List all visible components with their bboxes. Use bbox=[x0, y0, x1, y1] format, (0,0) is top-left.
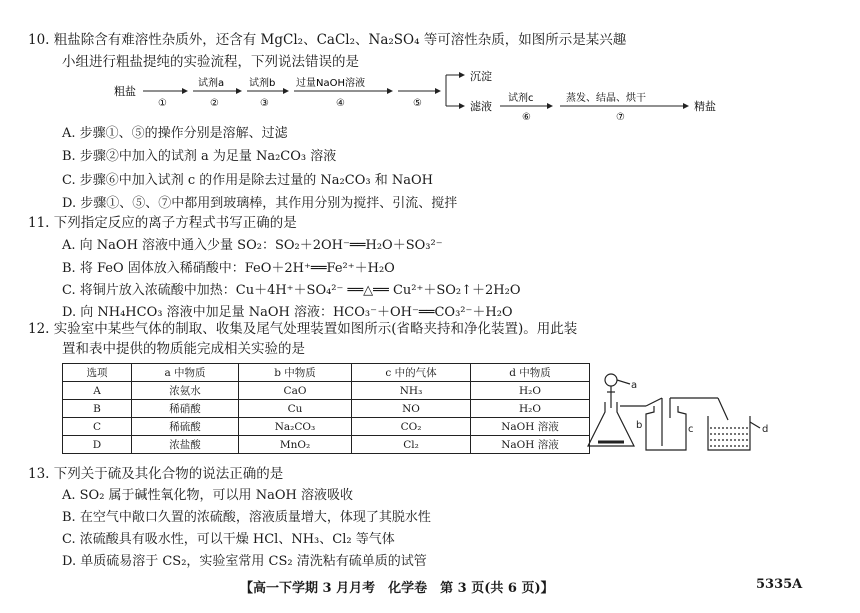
flow-step-4: ④ bbox=[336, 98, 345, 109]
label-d: d bbox=[762, 424, 769, 435]
table-cell: 浓氨水 bbox=[132, 382, 239, 400]
flow-reagent-a: 试剂a bbox=[198, 78, 225, 89]
q10-stem-line1: 10. 粗盐除含有难溶性杂质外，还含有 MgCl₂、CaCl₂、Na₂SO₄ 等可溶性杂质，如图所示是某兴趣 bbox=[28, 32, 627, 48]
flow-evaporate: 蒸发、结晶、烘干 bbox=[566, 93, 646, 104]
table-cell: C bbox=[63, 418, 132, 436]
q11-option-c: C. 将铜片放入浓硫酸中加热：Cu＋4H⁺＋SO₄²⁻ ══△══ Cu²⁺＋SO₂↑＋2H₂O bbox=[62, 283, 521, 298]
table-row bbox=[63, 436, 590, 454]
flow-reagent-b: 试剂b bbox=[249, 78, 276, 89]
q10-option-c: C. 步骤⑥中加入试剂 c 的作用是除去过量的 Na₂CO₃ 和 NaOH bbox=[62, 173, 433, 188]
flow-step-5: ⑤ bbox=[413, 98, 422, 109]
q11-option-b: B. 将 FeO 固体放入稀硝酸中：FeO＋2H⁺══Fe²⁺＋H₂O bbox=[62, 261, 395, 276]
table-cell: H₂O bbox=[471, 400, 590, 418]
table-row bbox=[63, 382, 590, 400]
q11-option-d: D. 向 NH₄HCO₃ 溶液中加足量 NaOH 溶液：HCO₃⁻＋OH⁻══CO₃²⁻＋H₂O bbox=[62, 305, 513, 320]
header-cell: 选项 bbox=[63, 364, 132, 382]
table-cell: Cl₂ bbox=[352, 436, 471, 454]
q13-option-c: C. 浓硫酸具有吸水性，可以干燥 HCl、NH₃、Cl₂ 等气体 bbox=[62, 532, 395, 547]
flow-product: 精盐 bbox=[694, 100, 716, 113]
q12-reagent-table bbox=[62, 363, 590, 454]
table-cell: 稀硝酸 bbox=[132, 400, 239, 418]
q10-option-b: B. 步骤②中加入的试剂 a 为足量 Na₂CO₃ 溶液 bbox=[62, 149, 337, 164]
table-cell: CO₂ bbox=[352, 418, 471, 436]
table-cell: B bbox=[63, 400, 132, 418]
table-cell: D bbox=[63, 436, 132, 454]
q10-flow-diagram bbox=[0, 68, 860, 123]
q11-option-a: A. 向 NaOH 溶液中通入少量 SO₂：SO₂＋2OH⁻══H₂O＋SO₃²⁻ bbox=[62, 238, 443, 253]
table-cell: H₂O bbox=[471, 382, 590, 400]
flow-filtrate: 滤液 bbox=[470, 100, 492, 113]
q12-stem-line2: 置和表中提供的物质能完成相关实验的是 bbox=[62, 341, 305, 357]
header-cell: c 中的气体 bbox=[352, 364, 471, 382]
footer-page-info: 【高一下学期 3 月月考 化学卷 第 3 页(共 6 页)】 bbox=[240, 581, 554, 596]
table-row bbox=[63, 418, 590, 436]
table-cell: 浓盐酸 bbox=[132, 436, 239, 454]
table-cell: NH₃ bbox=[352, 382, 471, 400]
flow-step-1: ① bbox=[158, 98, 167, 109]
q13-option-b: B. 在空气中敞口久置的浓硫酸，溶液质量增大，体现了其脱水性 bbox=[62, 510, 431, 525]
table-cell: MnO₂ bbox=[239, 436, 352, 454]
flow-naoh: 过量NaOH溶液 bbox=[296, 78, 365, 89]
absorption-beaker bbox=[708, 416, 750, 450]
table-cell: NaOH 溶液 bbox=[471, 436, 590, 454]
q10-option-d: D. 步骤①、⑤、⑦中都用到玻璃棒，其作用分别为搅拌、引流、搅拌 bbox=[62, 196, 458, 211]
flow-step-7: ⑦ bbox=[616, 112, 625, 123]
table-cell: A bbox=[63, 382, 132, 400]
table-row bbox=[63, 400, 590, 418]
q10-stem-line2: 小组进行粗盐提纯的实验流程，下列说法错误的是 bbox=[62, 54, 359, 70]
q13-option-d: D. 单质硫易溶于 CS₂，实验室常用 CS₂ 清洗粘有硫单质的试管 bbox=[62, 554, 427, 569]
q13-option-a: A. SO₂ 属于碱性氧化物，可以用 NaOH 溶液吸收 bbox=[62, 488, 353, 503]
flow-start: 粗盐 bbox=[114, 85, 136, 98]
q11-stem: 11. 下列指定反应的离子方程式书写正确的是 bbox=[28, 215, 297, 231]
flow-reagent-c: 试剂c bbox=[508, 93, 534, 104]
table-cell: NO bbox=[352, 400, 471, 418]
q12-stem-line1: 12. 实验室中某些气体的制取、收集及尾气处理装置如图所示(省略夹持和净化装置)。用此装 bbox=[28, 321, 578, 337]
gas-collecting-bottle bbox=[646, 406, 686, 450]
separatory-funnel-bulb bbox=[605, 374, 617, 386]
footer-paper-code: 5335A bbox=[756, 577, 803, 592]
flow-step-3: ③ bbox=[260, 98, 269, 109]
header-cell: d 中物质 bbox=[471, 364, 590, 382]
header-cell: a 中物质 bbox=[132, 364, 239, 382]
label-b: b bbox=[636, 420, 643, 431]
label-c: c bbox=[688, 424, 694, 435]
flow-precipitate: 沉淀 bbox=[470, 70, 492, 83]
label-a: a bbox=[631, 380, 638, 391]
table-header-row bbox=[63, 364, 590, 382]
table-cell: CaO bbox=[239, 382, 352, 400]
flow-step-6: ⑥ bbox=[522, 112, 531, 123]
table-cell: 稀硫酸 bbox=[132, 418, 239, 436]
q13-stem: 13. 下列关于硫及其化合物的说法正确的是 bbox=[28, 466, 284, 482]
header-cell: b 中物质 bbox=[239, 364, 352, 382]
table-cell: NaOH 溶液 bbox=[471, 418, 590, 436]
table-cell: Cu bbox=[239, 400, 352, 418]
table-cell: Na₂CO₃ bbox=[239, 418, 352, 436]
q12-apparatus-diagram bbox=[568, 368, 798, 458]
conical-flask bbox=[588, 402, 634, 446]
flow-step-2: ② bbox=[210, 98, 219, 109]
q10-option-a: A. 步骤①、⑤的操作分别是溶解、过滤 bbox=[62, 126, 288, 141]
